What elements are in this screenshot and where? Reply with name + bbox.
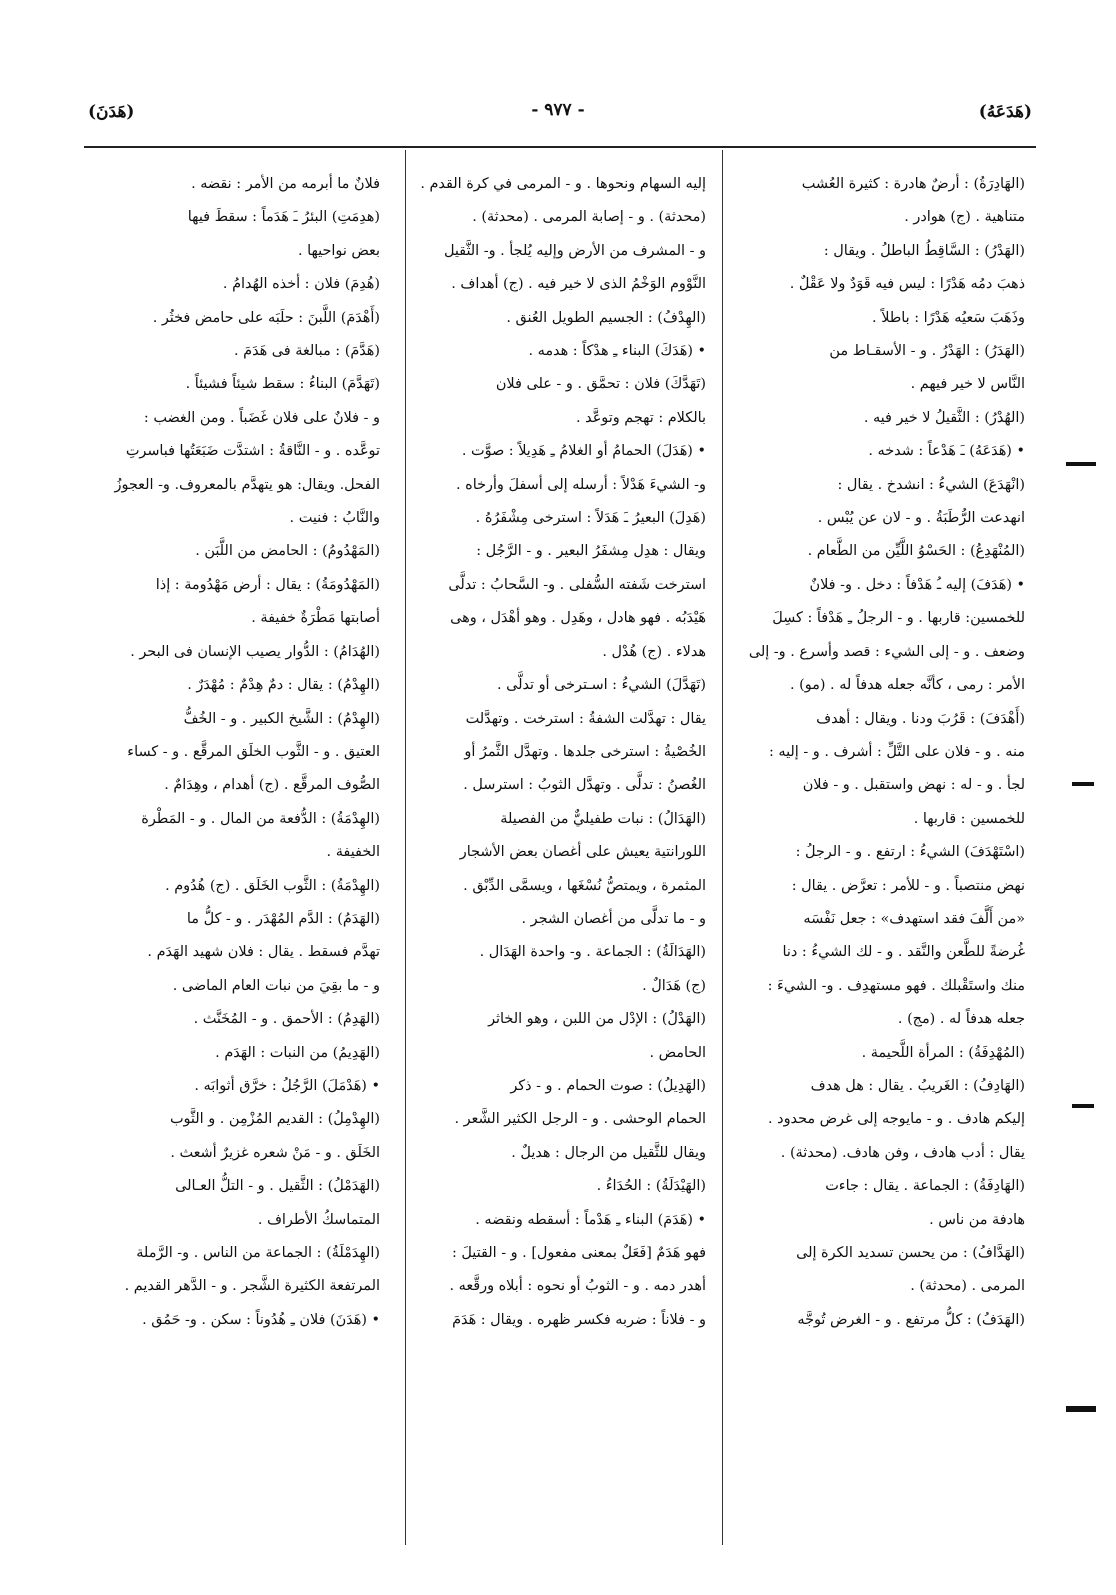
text-line: بعض نواحيها . xyxy=(298,242,380,259)
text-line: وضعف . و - إلى الشيء : قصد وأسرع . و- إلى xyxy=(748,643,1025,660)
text-line: • (هَدَمَ) البناء ـِ هَدْماً : أسقطه ونقضه . xyxy=(475,1211,706,1228)
text-line: • (هَدَعَهُ) ـَ هَدْعاً : شدخه . xyxy=(868,443,1025,460)
column-middle xyxy=(416,168,706,1548)
text-line: (المُنْهَدِعُ) : الحَسْوُ اللَّيِّن من الطَّعام . xyxy=(807,543,1025,560)
text-line: الأمر : رمى ، كأنَّه جعله هدفاً له . (مو) . xyxy=(789,677,1025,694)
text-line: (الهَدْلُ) : الإدْل من اللبن ، وهو الخاثر xyxy=(488,1011,706,1028)
text-line: • (هَدَنَ) فلان ـِ هُدُوناً : سكن . و- حَمُق . xyxy=(142,1311,380,1328)
text-line: ذهبَ دمُه هَدْرًا : ليس فيه قَوَدٌ ولا عَقْلٌ . xyxy=(789,276,1025,293)
text-line: (الهُدَامُ) : الدُّوار يصيب الإنسان فى البحر . xyxy=(130,643,380,660)
text-line: وذَهَبَ سَعيُه هَدْرًا : باطلاً . xyxy=(872,309,1025,326)
text-line: (الهُدْرُ) : الثَّقيلُ لا خير فيه . xyxy=(863,409,1025,426)
text-line: النَّاس لا خير فيهم . xyxy=(910,376,1025,393)
text-line: (الهَدَفُ) : كلُّ مرتفع . و - الغرض تُوجَّه xyxy=(797,1311,1025,1328)
text-line: (الهَدِيلُ) : صوت الحمام . و - ذكر xyxy=(510,1077,706,1094)
text-line: لجأ . و - له : نهض واستقبل . و - فلان xyxy=(802,777,1025,794)
text-line: (الهَيْدَلَةُ) : الحُدَاءُ . xyxy=(596,1178,706,1195)
text-line: الخُصْيةُ : استرخى جلدها . وتهدَّل الثَّمرُ أو xyxy=(464,743,706,760)
text-line: المتماسكُ الأطراف . xyxy=(257,1211,380,1228)
text-line: (أَهْدَفَ) : قَرُبَ ودنا . ويقال : أهدف xyxy=(816,710,1025,727)
text-line: (المَهْدُومُ) : الحامض من اللَّبَن . xyxy=(195,543,380,560)
text-line: (المُهْدِفَةُ) : المرأة اللَّحيمة . xyxy=(861,1044,1025,1061)
header-rule xyxy=(84,146,1036,148)
text-line: والنَّابُ : فنيت . xyxy=(289,510,380,527)
column-left xyxy=(90,168,380,1548)
text-line: «من أَلَّفَ فقد استهدف» : جعل نَفْسَه xyxy=(803,910,1025,927)
text-line: هَيْدَبُه . فهو هادل ، وهَدِل . وهو أهْدَل ، وهى xyxy=(450,610,706,627)
text-line: تهدَّم فسقط . يقال : فلان شهيد الهَدَم . xyxy=(147,944,380,961)
text-line: أهدر دمه . و - الثوبُ أو نحوه : أبلاه ورقَّعه . xyxy=(449,1278,706,1295)
margin-mark xyxy=(1072,782,1094,786)
text-line: الصُّوف المرقَّع . (ج) أهدام ، وهِدَامٌ . xyxy=(164,777,380,794)
text-line: • (هَدَفَ) إليه ـُ هَدْفاً : دخل . و- فلانٌ xyxy=(809,576,1025,593)
text-line: (هَدِلَ) البعيرُ ـَ هَدَلاً : استرخى مِشْفَرُهُ . xyxy=(475,510,706,527)
text-line: (تَهَدَّمَ) البناءُ : سقط شيئاً فشيئاً . xyxy=(185,376,380,393)
text-line: انهدعت الرُّطَبَةُ . و - لان عن يُبْس . xyxy=(817,510,1025,527)
text-line: (ج) هَدَالٌ . xyxy=(642,977,706,994)
text-line: (الهِدْفُ) : الجسيم الطويل العُنق . xyxy=(506,309,706,326)
text-line: • (هَدْمَلَ) الرَّجُلُ : خرَّق أثوابَه . xyxy=(194,1077,380,1094)
text-line: (الهَادِفُ) : الغَريبُ . يقال : هل هدف xyxy=(810,1077,1025,1094)
text-line: و - فلاناً : ضربه فكسر ظهره . ويقال : هَدَمَ xyxy=(452,1311,706,1328)
column-divider xyxy=(722,150,723,1545)
margin-mark xyxy=(1072,1104,1094,1108)
text-line: (تَهَدَّلَ) الشيءُ : اسـترخى أو تدلَّى . xyxy=(496,677,706,694)
text-line: النَّوْوم الوَخْمُ الذى لا خير فيه . (ج) أهداف . xyxy=(451,276,706,293)
text-line: (هَدَّمَ) : مبالغة فى هَدَمَ . xyxy=(234,343,380,360)
text-line: (الهَدَّافُ) : من يحسن تسديد الكرة إلى xyxy=(796,1245,1025,1261)
text-line: فلانٌ ما أبرمه من الأمر : نقضه . xyxy=(191,176,380,192)
text-line: (الهَدَالَةُ) : الجماعة . و- واحدة الهَدَال . xyxy=(479,944,706,961)
margin-mark xyxy=(1066,1406,1096,1412)
text-line: • (هَدَلَ) الحمامُ أو الغلامُ ـِ هَدِيلاً : صوَّت . xyxy=(461,443,706,460)
text-line: (الهَدِيمُ) من النبات : الهَدَم . xyxy=(215,1044,380,1061)
text-line: متناهية . (ج) هوادر . xyxy=(904,209,1025,226)
text-line: الخَلَق . و - مَنْ شعره غزيرٌ أشعث . xyxy=(170,1144,380,1161)
text-line: (الهِدْمِلُ) : القديم المُزْمِن . و الثَّوب xyxy=(169,1111,380,1128)
text-line: العتيق . و - الثَّوب الخلَق المرقَّع . و - كساء xyxy=(127,743,380,760)
text-line: • (هَدَكَ) البناء ـِ هدْكاً : هدمه . xyxy=(528,343,706,360)
text-line: (الهَدَمْلُ) : الثَّقيل . و - التلُّ العـالى xyxy=(175,1178,380,1195)
text-line: منه . و - فلان على التَّلِّ : أشرف . و - إليه : xyxy=(768,743,1025,760)
text-line: ويقال : هدِل مِشفَرُ البعير . و - الرَّجُل : xyxy=(476,543,706,560)
text-line: بالكلام : تهجم وتوعَّد . xyxy=(576,409,706,426)
text-line: و - ما بقِيَ من نبات العام الماضى . xyxy=(172,977,380,994)
text-line: يقال : تهدَّلت الشفةُ : استرخت . وتهدَّلت xyxy=(465,710,706,727)
text-line: (الهِدْمَةُ) : الدُّفعة من المال . و - المَطْرة xyxy=(141,810,380,827)
text-line: (الهَدَالُ) : نبات طفيليٌّ من الفصيلة xyxy=(500,810,706,827)
column-divider xyxy=(405,150,406,1545)
text-line: و- الشيءَ هَدْلاً : أرسله إلى أسفلَ وأرخاه . xyxy=(456,476,706,493)
text-line: المرتفعة الكثيرة الشَّجر . و - الدَّهر القديم . xyxy=(124,1278,380,1295)
text-line: و - المشرف من الأرض وإليه يُلجأ . و- الثَّقيل xyxy=(443,242,706,259)
text-line: (الهَدَمُ) : الدَّم المُهْدَر . و - كلُّ ما xyxy=(186,910,380,927)
text-line: هادفة من ناس . xyxy=(929,1211,1025,1228)
text-line: الحامض . xyxy=(649,1044,706,1061)
text-line: إليه السهام ونحوها . و - المرمى في كرة القدم . xyxy=(420,176,706,192)
text-line: يقال : أدب هادف ، وفن هادف. (محدثة) . xyxy=(780,1144,1025,1161)
margin-mark xyxy=(1066,462,1096,466)
text-line: نهض منتصباً . و - للأمر : تعرَّض . يقال : xyxy=(791,877,1025,894)
text-line: و - ما تدلَّى من أغصان الشجر . xyxy=(521,910,706,927)
text-line: ويقال للثَّقيل من الرجال : هديلٌ . xyxy=(511,1144,706,1161)
text-line: المرمى . (محدثة) . xyxy=(910,1278,1025,1295)
text-line: إليكم هادف . و - مايوجه إلى غرض محدود . xyxy=(768,1111,1025,1128)
text-line: (هدِمَتِ) البئرُ ـَ هَدَماً : سقطَ فيها xyxy=(187,209,380,226)
text-line: (محدثة) . و - إصابة المرمى . (محدثة) . xyxy=(472,209,706,226)
text-line: المثمرة ، ويمتصُّ نُسْغَها ، ويسمَّى الدِّبْق . xyxy=(463,877,706,894)
text-line: غُرضةً للطَّعن والنَّقد . و - لك الشيءُ : دنا xyxy=(782,944,1025,961)
text-line: هدلاء . (ج) هُدْل . xyxy=(602,643,706,660)
text-line: اللورانتية يعيش على أغصان بعض الأشجار xyxy=(459,844,706,861)
page-number: - ٩٧٧ - xyxy=(531,100,585,120)
text-line: (الهِدْمَةُ) : الثَّوب الخَلَق . (ج) هُدُوم . xyxy=(165,877,380,894)
text-line: الغُصنُ : تدلَّى . وتهدَّل الثوبُ : استرسل . xyxy=(463,777,706,794)
text-line: (أَهْدَمَ) اللَّبنَ : حلَبَه على حامض فخثُر . xyxy=(152,309,380,326)
text-line: جعله هدفاً له . (مج) . xyxy=(897,1011,1025,1028)
header-entry-right: (هَدَعَهُ) xyxy=(978,102,1032,122)
text-line: فهو هَدَمٌ [فَعَلٌ بمعنى مفعول] . و - القتيلَ : xyxy=(451,1245,706,1261)
text-line: (الهِدَمْلَةُ) : الجماعة من الناس . و- الرَّملة xyxy=(136,1245,380,1261)
text-line: الفحل. ويقال: هو يتهدَّم بالمعروف. و- العجوزُ xyxy=(114,476,380,493)
text-line: (اسْتَهْدَفَ) الشيءُ : ارتفع . و - الرجلُ : xyxy=(795,844,1025,861)
text-line: توعَّده . و - النَّاقةُ : اشتدَّت ضَبَعَتُها فباسرتِ xyxy=(125,443,380,460)
text-line: (الهَدْرُ) : السَّاقِطُ الباطلُ . ويقال : xyxy=(823,242,1025,259)
text-line: منك واستَقْبلك . فهو مستهدِف . و- الشيءَ : xyxy=(767,977,1025,994)
text-line: الخفيفة . xyxy=(326,844,380,861)
text-line: للخمسين : قاربها . xyxy=(913,810,1025,827)
text-line: (تَهَدَّكَ) فلان : تحمَّق . و - على فلان xyxy=(495,376,706,393)
text-line: و - فلانٌ على فلان غَضَباً . ومن الغضب : xyxy=(143,409,380,426)
column-right xyxy=(735,168,1025,1548)
text-line: (الهِدْمُ) : يقال : دمٌ هِدْمٌ : مُهْدَرٌ . xyxy=(187,677,380,694)
text-line: الحمام الوحشى . و - الرجل الكثير الشَّعر . xyxy=(454,1111,706,1128)
text-line: (الهِدْمُ) : الشَّيخ الكبير . و - الخُفُّ xyxy=(183,710,380,727)
text-line: (هُدِمَ) فلان : أخذه الهُدامُ . xyxy=(222,276,380,293)
text-line: (انْهَدَعَ) الشيءُ : انشدخ . يقال : xyxy=(837,476,1025,493)
text-line: استرخت شَفته السُّفلى . و- السَّحابُ : تدلَّى xyxy=(448,576,706,593)
text-line: (الهَادِفَةُ) : الجماعة . يقال : جاءت xyxy=(825,1178,1025,1195)
text-line: للخمسين: قاربها . و - الرجلُ ـِ هَدْفاً : كسِلَ xyxy=(772,610,1025,627)
text-line: (الهَدَرُ) : الهَدْرُ . و - الأسقـاط من xyxy=(829,343,1025,360)
text-line: (الهَادِرَةُ) : أرضٌ هادرة : كثيرة العُشب xyxy=(801,176,1025,192)
header-entry-left: (هَدَنَ) xyxy=(88,102,135,122)
text-line: (الهَدِمُ) : الأحمق . و - المُخَنَّث . xyxy=(193,1011,380,1028)
text-line: أصابتها مَطْرَةٌ خفيفة . xyxy=(251,610,380,627)
text-line: (المَهْدُومَةُ) : يقال : أرض مَهْدُومة : إذا xyxy=(155,576,380,593)
